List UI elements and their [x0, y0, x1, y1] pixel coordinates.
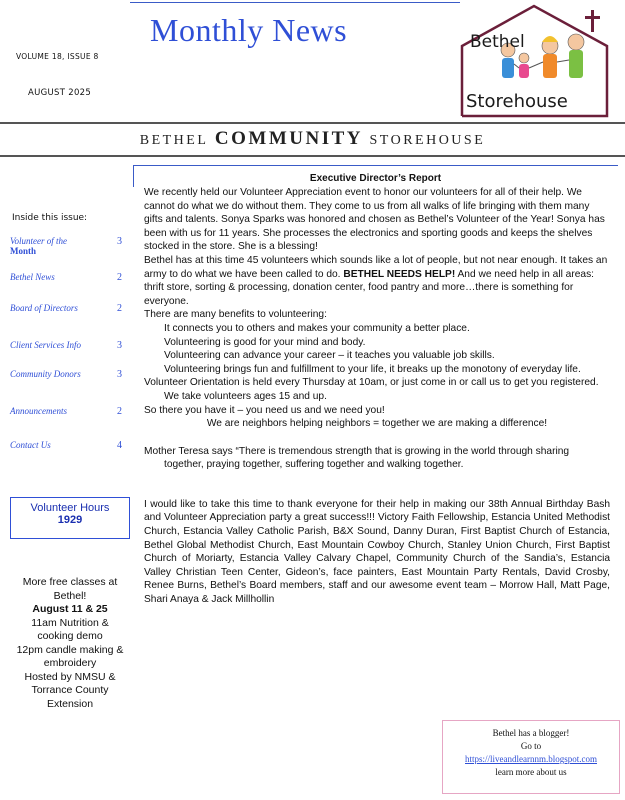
toc-item-page: 3	[117, 340, 122, 351]
masthead-word-community: COMMUNITY	[214, 128, 363, 149]
toc-item-title-cont: Month	[10, 246, 37, 256]
volunteer-hours-label: Volunteer Hours	[30, 502, 110, 514]
volume-issue: VOLUME 18, ISSUE 8	[16, 52, 99, 61]
issue-date: AUGUST 2025	[28, 88, 92, 98]
article-paragraph: So there you have it – you need us and we need you!	[144, 404, 385, 416]
toc-item-page: 3	[117, 369, 122, 380]
thank-you-paragraph: I would like to take this time to thank everyone for their help in making our 38th Annual Birthday Bash and Volunteer Appreciation party a great success!!! Victory Faith Fellowship, Estancia United Methodist Church, Estancia Valley Catholic Parish, B&X Sound, Danny Duran, First Baptist Church of Estancia, Bethel Global Methodist Church, East Mountain Cowboy Church, Stanley Union Church, First Baptist Church of Moriarty, Estancia Valley Calvary Chapel, Community Church of the Sandia’s, Estancia Valley Christian Teen Center, Gideon’s, face painters, East Mountain Party Rentals, David Crosby, Renee Burns, Bethel’s Board members, staff and our awesome event team – Morrow Hall, Matt Page, Shari Anaya & Jack Millhollin	[144, 498, 610, 606]
logo-text-storehouse: Storehouse	[466, 91, 568, 112]
blog-callout	[442, 720, 620, 794]
bethel-storehouse-logo	[452, 2, 617, 118]
classes-line: 12pm candle making &	[16, 643, 124, 656]
blog-link[interactable]: https://liveandlearnnm.blogspot.com	[465, 754, 597, 764]
classes-line: More free classes at	[22, 576, 118, 588]
inside-issue-label: Inside this issue:	[12, 213, 88, 223]
article-emphasis: BETHEL NEEDS HELP!	[343, 268, 456, 280]
masthead-rule-top	[0, 122, 625, 124]
classes-line: 11am Nutrition &	[31, 616, 109, 629]
classes-line: embroidery	[43, 657, 97, 669]
benefits-intro: There are many benefits to volunteering:	[144, 309, 327, 321]
blog-line: Bethel has a blogger!	[492, 728, 570, 738]
toc-item-title: Community Donors	[10, 369, 81, 379]
neighbors-slogan: We are neighbors helping neighbors = together we are making a difference!	[206, 418, 548, 430]
orientation-note: Volunteer Orientation is held every Thursday at 10am, or just come in or call us to get you registered. We take volunteers ages 15 and up.	[144, 377, 599, 402]
classes-line: Torrance County	[31, 684, 109, 696]
benefit-item: Volunteering brings fun and fulfillment to your life, it breaks up the monotony of everyday life.	[164, 363, 581, 375]
classes-dates: August 11 & 25	[32, 603, 108, 615]
article-text: And we need help in all areas: thrift store, sorting & processing, donation center, food pantry and more…there is something for everyone.	[144, 268, 594, 307]
toc-item-title: Contact Us	[10, 440, 51, 450]
toc-item-page: 2	[117, 272, 122, 283]
free-classes-notice	[4, 576, 136, 711]
volunteer-hours-box	[10, 497, 130, 539]
toc-item-page: 2	[117, 406, 122, 417]
benefit-item: Volunteering can advance your career – it teaches you valuable job skills.	[164, 350, 495, 362]
masthead-rule-bottom	[0, 155, 625, 157]
toc-item-contact-us[interactable]	[10, 440, 122, 450]
benefit-item: It connects you to others and makes your community a better place.	[164, 322, 470, 334]
toc-item-title: Announcements	[10, 406, 67, 416]
classes-line: cooking demo	[37, 630, 103, 642]
newsletter-title: Monthly News	[150, 12, 348, 48]
toc-item-page: 3	[117, 236, 122, 247]
toc-item-announcements[interactable]	[10, 406, 122, 416]
classes-line: Hosted by NMSU &	[24, 670, 116, 683]
volunteer-hours-value: 1929	[57, 514, 83, 526]
toc-item-client-services[interactable]	[10, 340, 122, 350]
toc-item-title: Bethel News	[10, 272, 55, 282]
toc-item-page: 4	[117, 440, 122, 451]
toc-item-title: Board of Directors	[10, 303, 78, 313]
article-paragraph: We recently held our Volunteer Appreciation event to honor our volunteers for all of their help. We cannot do what we do without them. They come to us from all walks of life bringing with them many gifts and talents. Sonya Sparks was honored and chosen as Bethel’s Volunteer of the Year! Sonya has been with us for 11 years. She processes the electronics and sporting goods and keeps the shelves stocked in the store. She is a blessing!	[144, 187, 605, 253]
logo-text-bethel: Bethel	[470, 32, 525, 52]
article-rule-top	[133, 165, 618, 166]
toc-item-title: Client Services Info	[10, 340, 81, 350]
article-text: Bethel has at this time 45 volunteers which sounds like a lot of people, but not near enough. It takes an army to do what we have been called to do.	[144, 254, 608, 280]
mother-teresa-quote: Mother Teresa says “There is tremendous strength that is growing in the world through sharing together, praying together, suffering together and walking together.	[144, 445, 570, 471]
article-heading: Executive Director’s Report	[309, 173, 442, 184]
blog-line: Go to	[520, 741, 542, 751]
masthead	[0, 128, 625, 150]
classes-line: Bethel!	[53, 589, 87, 602]
header-rule	[130, 2, 460, 3]
toc-item-bethel-news[interactable]	[10, 272, 122, 282]
masthead-word-storehouse: STOREHOUSE	[369, 133, 486, 148]
toc-item-title: Volunteer of the	[10, 236, 67, 246]
article-paragraph	[144, 254, 610, 308]
toc-item-community-donors[interactable]	[10, 369, 122, 379]
classes-line: Extension	[46, 697, 94, 710]
masthead-word-bethel: BETHEL	[139, 133, 209, 148]
blog-line: learn more about us	[495, 767, 567, 777]
article-body	[144, 186, 610, 607]
toc-item-volunteer-of-month[interactable]	[10, 236, 122, 256]
benefit-item: Volunteering is good for your mind and body.	[164, 336, 366, 348]
toc-item-board-of-directors[interactable]	[10, 303, 122, 313]
toc-item-page: 2	[117, 303, 122, 314]
